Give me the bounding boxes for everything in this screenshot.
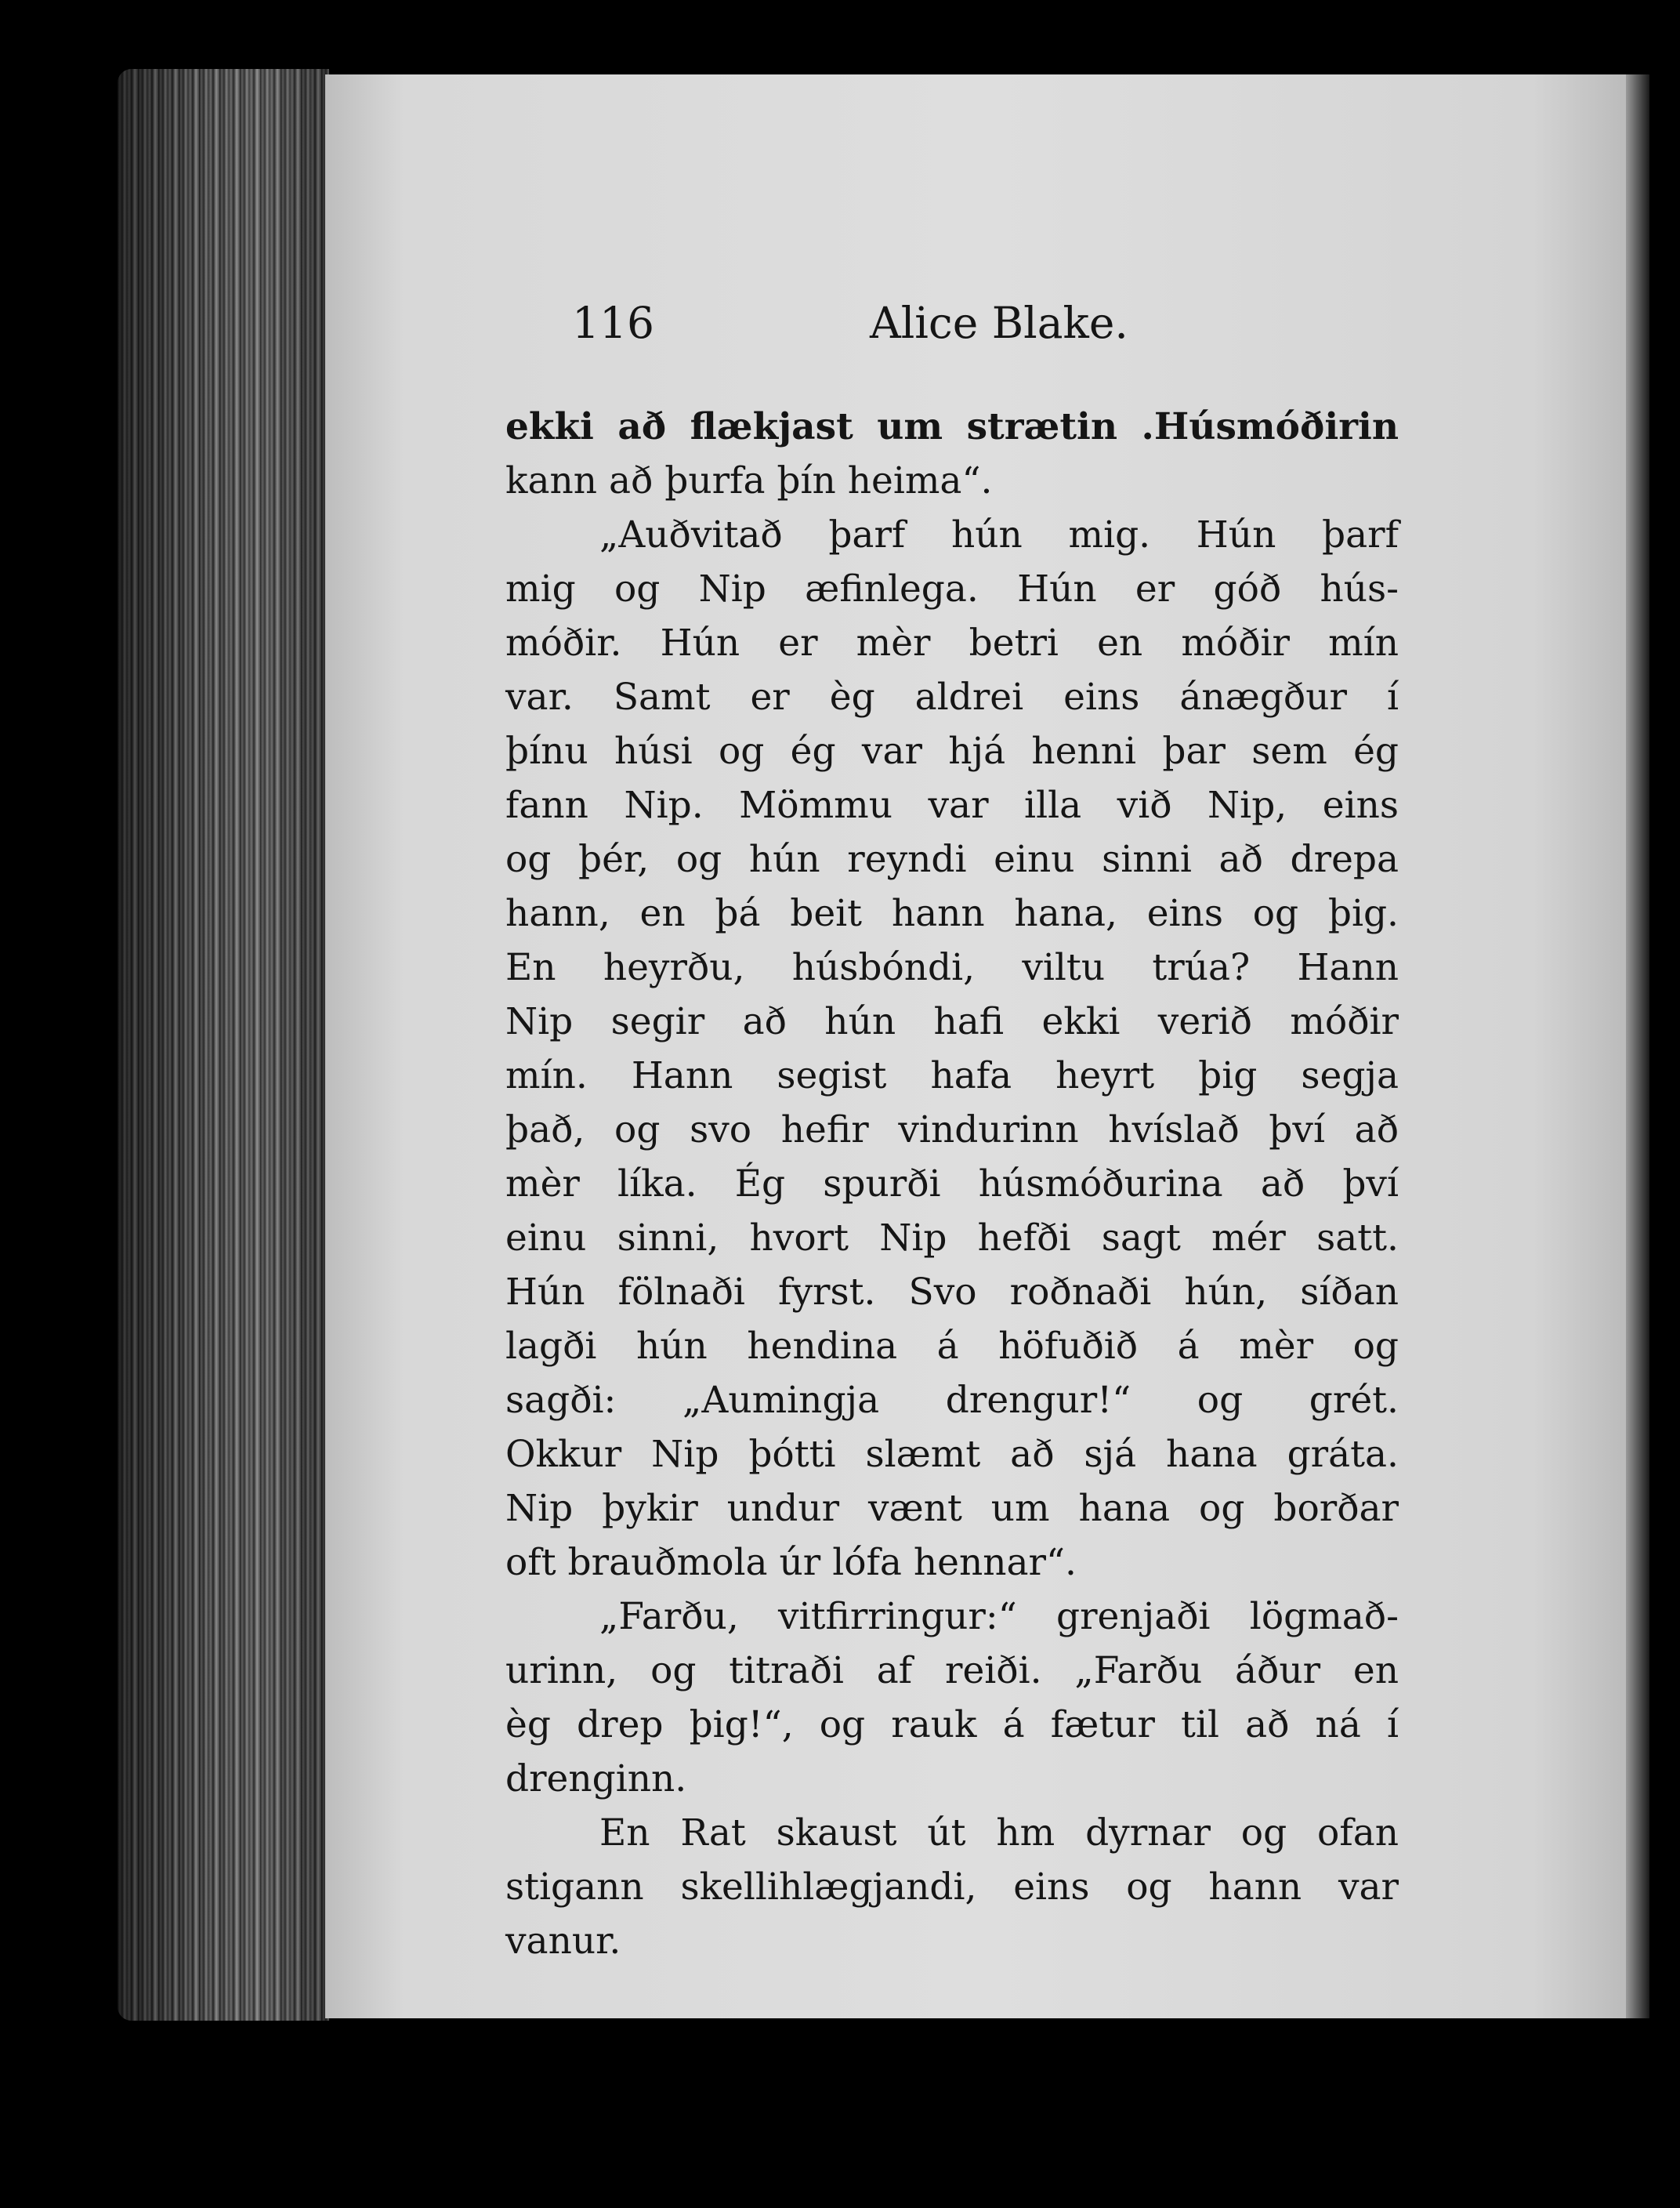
text-line: var. Samt er èg aldrei eins ánægður í [505, 676, 1399, 719]
text-line: mèr líka. Ég spurði húsmóðurina að því [505, 1162, 1399, 1206]
text-line: og þér, og hún reyndi einu sinni að drepa [505, 838, 1399, 881]
text-line: èg drep þig!“, og rauk á fætur til að ná í [505, 1703, 1399, 1746]
text-line: En Rat skaust út hm dyrnar og ofan [599, 1811, 1399, 1855]
page-gutter-shadow [1626, 74, 1649, 2018]
text-line: ekki að flækjast um strætin .Húsmóðirin [505, 405, 1399, 448]
text-line: þínu húsi og ég var hjá henni þar sem ég [505, 730, 1399, 773]
text-line: það, og svo hefir vindurinn hvíslað því að [505, 1108, 1399, 1151]
page-edges-shading [118, 69, 329, 2021]
running-header [572, 298, 1168, 361]
text-line: vanur. [505, 1920, 621, 1963]
text-line: sagði: „Aumingja drengur!“ og grét. [505, 1379, 1399, 1422]
page-number: 116 [572, 298, 654, 348]
text-line: fann Nip. Mömmu var illa við Nip, eins [505, 784, 1399, 827]
text-line: En heyrðu, húsbóndi, viltu trúa? Hann [505, 946, 1399, 989]
text-line: lagði hún hendina á höfuðið á mèr og [505, 1325, 1399, 1368]
text-line: Nip segir að hún hafi ekki verið móðir [505, 1000, 1399, 1043]
text-line: oft brauðmola úr lófa hennar“. [505, 1541, 1077, 1584]
text-line: móðir. Hún er mèr betri en móðir mín [505, 622, 1399, 665]
body-text [505, 400, 1399, 1968]
text-line: Nip þykir undur vænt um hana og borðar [505, 1487, 1399, 1530]
text-line: hann, en þá beit hann hana, eins og þig. [505, 892, 1399, 935]
text-line: drenginn. [505, 1757, 687, 1800]
text-line: urinn, og titraði af reiði. „Farðu áður en [505, 1649, 1399, 1692]
text-line: Okkur Nip þótti slæmt að sjá hana gráta. [505, 1433, 1399, 1476]
text-line: „Farðu, vitfirringur:“ grenjaði lögmað- [599, 1595, 1399, 1638]
text-line: mig og Nip æfinlega. Hún er góð hús- [505, 567, 1399, 611]
text-line: kann að þurfa þín heima“. [505, 459, 993, 502]
text-line: mín. Hann segist hafa heyrt þig segja [505, 1054, 1399, 1097]
text-line: einu sinni, hvort Nip hefði sagt mér satt. [505, 1216, 1399, 1260]
text-line: „Auðvitað þarf hún mig. Hún þarf [599, 513, 1399, 557]
text-line: Hún fölnaði fyrst. Svo roðnaði hún, síðan [505, 1271, 1399, 1314]
text-line: stigann skellihlægjandi, eins og hann var [505, 1865, 1399, 1909]
running-title: Alice Blake. [870, 298, 1128, 348]
